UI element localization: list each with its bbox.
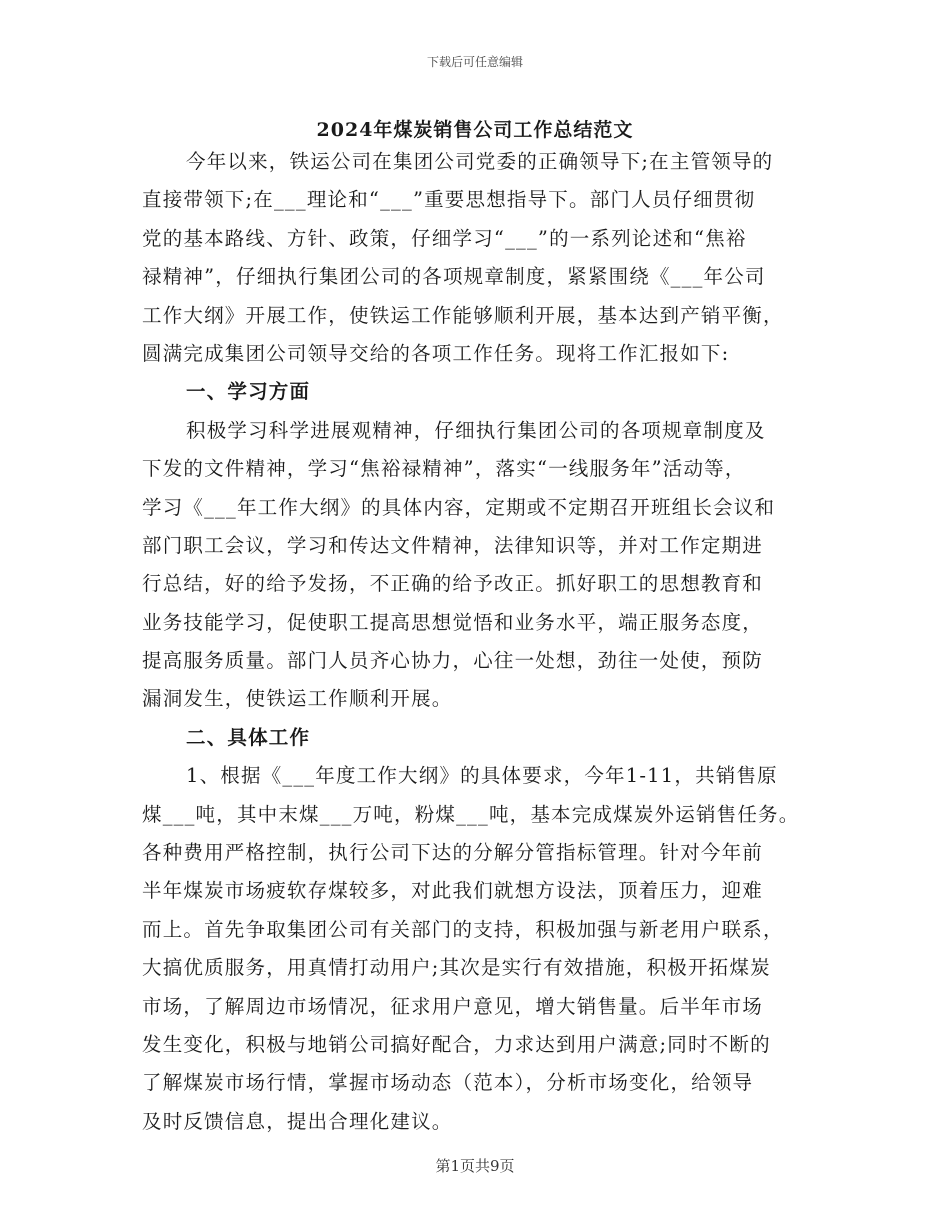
paragraph-line: 直接带领下;在___理论和“___”重要思想指导下。部门人员仔细贯彻 bbox=[142, 188, 756, 212]
paragraph-line: 1、根据《___年度工作大纲》的具体要求，今年1-11，共销售原 bbox=[186, 764, 778, 788]
paragraph-line: 煤___吨，其中末煤___万吨，粉煤___吨，基本完成煤炭外运销售任务。 bbox=[142, 802, 800, 826]
paragraph-line: 发生变化，积极与地销公司搞好配合，力求达到用户满意;同时不断的 bbox=[142, 1032, 771, 1056]
paragraph-line: 党的基本路线、方针、政策，仔细学习“___”的一系列论述和“焦裕 bbox=[142, 226, 747, 250]
section-heading-work: 二、具体工作 bbox=[186, 725, 311, 749]
paragraph-line: 圆满完成集团公司领导交给的各项工作任务。现将工作汇报如下: bbox=[142, 341, 730, 365]
paragraph-line: 今年以来，铁运公司在集团公司党委的正确领导下;在主管领导的 bbox=[186, 150, 774, 173]
page-footer: 第1页共9页 bbox=[435, 1157, 515, 1175]
paragraph-line: 工作大纲》开展工作，使铁运工作能够顺利开展，基本达到产销平衡， bbox=[142, 303, 784, 327]
paragraph-line: 半年煤炭市场疲软存煤较多，对此我们就想方设法，顶着压力，迎难 bbox=[142, 879, 764, 903]
paragraph-line: 了解煤炭市场行情，掌握市场动态（范本），分析市场变化，给领导 bbox=[142, 1071, 754, 1095]
document-body bbox=[142, 143, 822, 1141]
paragraph-line: 下发的文件精神，学习“焦裕禄精神”，落实“一线服务年”活动等， bbox=[142, 457, 746, 481]
paragraph-line: 各种费用严格控制，执行公司下达的分解分管指标管理。针对今年前 bbox=[142, 841, 764, 865]
paragraph-line: 及时反馈信息，提出合理化建议。 bbox=[142, 1109, 453, 1133]
header-note: 下载后可任意编辑 bbox=[426, 55, 523, 69]
paragraph-line: 提高服务质量。部门人员齐心协力，心往一处想，劲往一处使，预防 bbox=[142, 649, 764, 673]
section-heading-study: 一、学习方面 bbox=[186, 380, 311, 404]
paragraph-line: 部门职工会议，学习和传达文件精神，法律知识等，并对工作定期进 bbox=[142, 533, 764, 557]
paragraph-line: 漏洞发生，使铁运工作顺利开展。 bbox=[142, 687, 453, 711]
paragraph-line: 业务技能学习，促使职工提高思想觉悟和业务水平，端正服务态度， bbox=[142, 610, 764, 634]
paragraph-line: 学习《___年工作大纲》的具体内容，定期或不定期召开班组长会议和 bbox=[142, 495, 776, 519]
paragraph-line: 而上。首先争取集团公司有关部门的支持，积极加强与新老用户联系， bbox=[142, 917, 784, 941]
paragraph-line: 禄精神”，仔细执行集团公司的各项规章制度，紧紧围绕《___年公司 bbox=[142, 265, 766, 289]
document-title: 2024年煤炭销售公司工作总结范文 bbox=[316, 119, 634, 141]
paragraph-line: 积极学习科学进展观精神，仔细执行集团公司的各项规章制度及 bbox=[186, 418, 766, 442]
paragraph-line: 市场，了解周边市场情况，征求用户意见，增大销售量。后半年市场 bbox=[142, 994, 764, 1018]
paragraph-line: 大搞优质服务，用真情打动用户;其次是实行有效措施，积极开拓煤炭 bbox=[142, 956, 771, 980]
paragraph-line: 行总结，好的给予发扬，不正确的给予改正。抓好职工的思想教育和 bbox=[142, 572, 764, 596]
